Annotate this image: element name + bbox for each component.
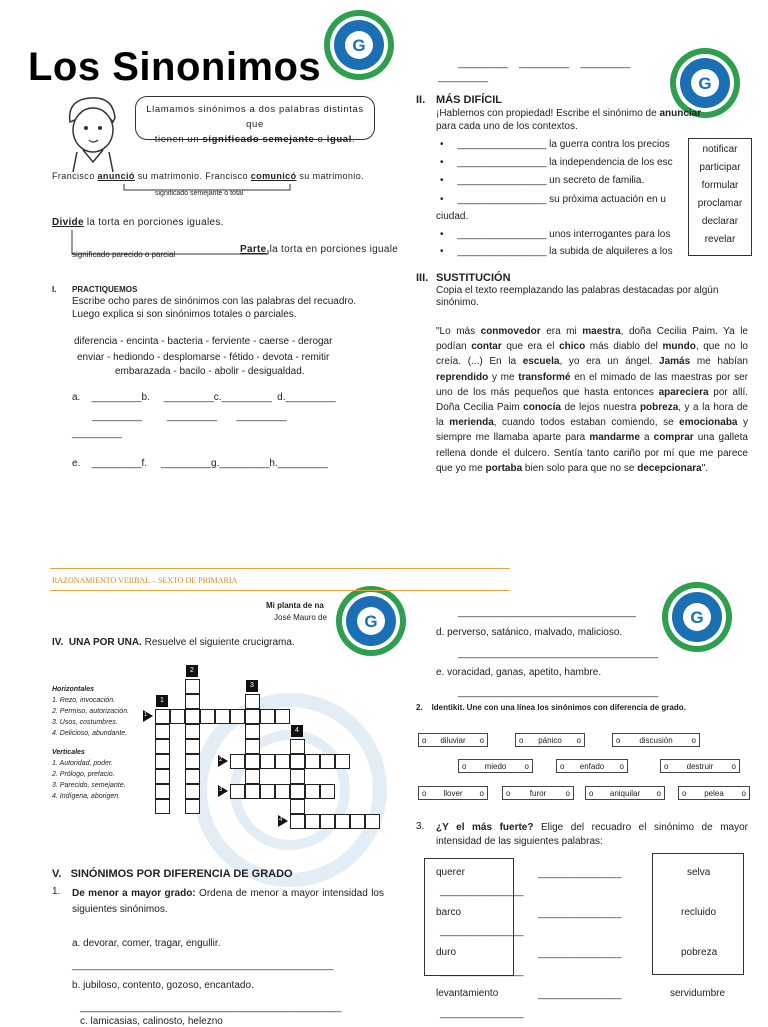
section-number: II. (416, 94, 426, 106)
example-note-total: significado semejante o total (155, 190, 244, 197)
practice-instruction-2: Luego explica si son sinónimos totales o parciales. (72, 309, 297, 320)
answer-line[interactable]: ____________________________________ (458, 648, 659, 659)
crossword-cell[interactable] (185, 769, 200, 784)
word-levantamiento: levantamiento (436, 988, 499, 999)
quote-text: de lejos nuestra (560, 402, 640, 414)
word-pobreza: pobreza (681, 947, 718, 958)
word-box-item: declarar (701, 216, 739, 227)
svg-text:G: G (698, 74, 712, 93)
word-recluido: recluido (681, 907, 717, 918)
highlighted-word: pobreza (639, 402, 679, 414)
highlighted-word: apareciera (658, 386, 709, 398)
quote-text: a (639, 432, 654, 444)
definition-bubble (135, 96, 375, 145)
clue: 2. Permiso, autorización. (52, 708, 130, 715)
word-selva: selva (687, 867, 711, 878)
bullet-continuation: ciudad. (436, 211, 469, 222)
crossword-cell[interactable] (245, 694, 260, 709)
crossword-clue-number: 3 (246, 680, 258, 692)
highlighted-word: conocía (523, 402, 561, 414)
crossword-cell[interactable] (260, 754, 275, 769)
section-heading: PRACTIQUEMOS (72, 285, 138, 294)
crossword-clues (52, 684, 129, 802)
blank-line[interactable]: _________ (438, 72, 489, 83)
crossword-arrow-number: 1 (144, 712, 148, 718)
crossword-cell[interactable] (290, 799, 305, 814)
example-sentence-3: Parte la torta en porciones iguale (240, 244, 399, 255)
answer-row-1[interactable]: a. _________b. _________c._________ d._________ (72, 392, 336, 403)
clue: 3. Usos, costumbres. (52, 719, 118, 726)
word-servidumbre: servidumbre (670, 988, 726, 999)
answer-line[interactable]: _______________ (538, 989, 622, 1000)
highlighted-word: mundo (662, 341, 696, 353)
section-intro: Copia el texto reemplazando las palabras destacadas por algún sinónimo. (436, 285, 719, 308)
crossword-cell[interactable] (335, 814, 350, 829)
quote-text: ". (701, 462, 709, 474)
match-word[interactable]: o destruir o (660, 759, 740, 773)
crossword-cell[interactable] (320, 814, 335, 829)
quote-text: una galleta rellena donde el dulcero. Sentía tanto cariño por mí que me parece que yo me (436, 432, 748, 474)
section-4-heading: IV. UNA POR UNA. Resuelve el siguiente crucigrama. (52, 637, 295, 648)
word-barco: barco (436, 907, 462, 918)
crossword-cell[interactable] (155, 739, 170, 754)
item-1-text: De menor a mayor grado: Ordena de menor a mayor intensidad los siguientes sinónimos. (72, 888, 384, 915)
word-duro: duro (436, 947, 457, 958)
clue: 4. Delicioso, abundante. (52, 730, 128, 737)
crossword-cell[interactable] (290, 784, 305, 799)
crossword-cell[interactable] (185, 694, 200, 709)
answer-line[interactable]: _______________ (538, 908, 622, 919)
bullet-item: • ________________ su próxima actuación en u (440, 194, 666, 205)
word-box-item: revelar (704, 234, 736, 245)
school-seal-logo (322, 8, 396, 82)
highlighted-word: transformé (518, 371, 571, 383)
crossword-cell[interactable] (230, 709, 245, 724)
crossword-arrow-number: 4 (279, 817, 283, 823)
bullet-item: • ________________ la subida de alquileres a los (440, 246, 673, 257)
bullet-item: • ________________ unos interrogantes para los (440, 229, 671, 240)
highlighted-word: Jamás (659, 356, 691, 368)
bullet-item: • ________________ la independencia de los esc (440, 157, 673, 168)
item-d: d. perverso, satánico, malvado, malicioso. (436, 627, 623, 638)
answer-row-2[interactable]: e. _________f. _________g._________h._________ (72, 458, 328, 469)
item-2: 2. Identikit. Une con una línea los sinónimos con diferencia de grado. (416, 703, 686, 712)
crossword-cell[interactable] (350, 814, 365, 829)
word-box-item: formular (701, 180, 739, 191)
match-word[interactable]: o furor o (502, 786, 574, 800)
crossword-cell[interactable] (155, 754, 170, 769)
item-e: e. voracidad, ganas, apetito, hambre. (436, 667, 602, 678)
item-1-number: 1. (52, 886, 61, 897)
section-heading: SUSTITUCIÓN (436, 272, 511, 284)
answer-row-1c[interactable]: _________ (72, 428, 123, 439)
example-sentence-1: Francisco anunció su matrimonio. Francisco comunicó su matrimonio. (52, 171, 365, 181)
highlighted-word: portaba (485, 462, 523, 474)
quote-paragraph (436, 324, 748, 476)
crossword-cell[interactable] (185, 679, 200, 694)
quote-text: que era el (501, 341, 560, 353)
quote-text: por allí. Doña Cecilia Paim (436, 386, 748, 414)
crossword-cell[interactable] (305, 814, 320, 829)
crossword-cell[interactable] (305, 754, 320, 769)
clue: 1. Rezo, invocación. (52, 697, 116, 704)
quote-text: , cuando todos estaban comiendo, se (493, 417, 680, 429)
section-number: III. (416, 272, 429, 284)
section-intro: ¡Hablemos con propiedad! Escribe el sinónimo de anunciar (436, 108, 702, 119)
crossword-cell[interactable] (290, 769, 305, 784)
section-heading: MÁS DIFÍCIL (436, 94, 502, 106)
clue: 1. Autoridad, poder. (52, 760, 113, 767)
header-rule (50, 590, 510, 591)
crossword-cell[interactable] (155, 784, 170, 799)
highlighted-word: chico (559, 341, 586, 353)
answer-line[interactable]: _______________________________________________ (80, 1002, 342, 1013)
crossword-cell[interactable] (185, 754, 200, 769)
crossword-cell[interactable] (320, 784, 335, 799)
crossword-cell[interactable] (260, 784, 275, 799)
answer-line[interactable]: _______________________________________________ (72, 960, 334, 971)
school-seal-logo (334, 584, 408, 658)
crossword-cell[interactable] (155, 769, 170, 784)
crossword-cell[interactable] (290, 754, 305, 769)
word-box-item: proclamar (697, 198, 743, 209)
match-word[interactable]: o discusión o (612, 733, 700, 747)
answer-line[interactable]: _______________ (538, 948, 622, 959)
clue: 3. Parecido, semejante. (52, 782, 126, 789)
highlighted-word: escuela (522, 356, 560, 368)
bullet-item: • ________________ un secreto de familia. (440, 175, 645, 186)
crossword-cell[interactable] (320, 754, 335, 769)
bubble-line-1: Llamamos sinónimos a dos palabras distintas que (146, 104, 364, 130)
highlighted-word: contar (471, 341, 502, 353)
quote-text: era mi (540, 326, 583, 337)
crossword-cell[interactable] (275, 784, 290, 799)
svg-text:G: G (352, 36, 366, 55)
clue: 2. Prólogo, prefacio. (52, 771, 115, 778)
quote-text: , y a la hora de la (436, 402, 748, 429)
section-number: I. (52, 285, 57, 294)
crossword-cell[interactable] (185, 709, 200, 724)
crossword-cell[interactable] (290, 739, 305, 754)
svg-text:G: G (364, 612, 378, 631)
clues-horizontal-label: Horizontales (52, 686, 95, 693)
book-author: José Mauro de (274, 613, 327, 622)
word-list-line-2: enviar - hediondo - desplomarse - fétido - devota - remitir (77, 352, 330, 363)
highlighted-word: maestra (582, 326, 621, 337)
answer-line[interactable]: _______________ (440, 1008, 524, 1019)
item-b: b. jubiloso, contento, gozoso, encantado. (72, 980, 254, 991)
page-header: RAZONAMIENTO VERBAL – SEXTO DE PRIMARIA (52, 576, 238, 585)
crossword-clue-number: 1 (156, 695, 168, 707)
crossword-arrow-number: 2 (219, 757, 223, 763)
crossword-cell[interactable] (245, 709, 260, 724)
answer-line[interactable]: ____________________________________ (458, 687, 659, 698)
practice-instruction-1: Escribe ocho pares de sinónimos con las palabras del recuadro. (72, 296, 357, 307)
clue: 4. Indígena, aborigen. (52, 793, 121, 800)
crossword-cell[interactable] (245, 769, 260, 784)
crossword-clue-number: 4 (291, 725, 303, 737)
match-word[interactable]: o miedo o (458, 759, 533, 773)
clues-vertical-label: Verticales (52, 749, 85, 756)
answer-line[interactable]: ________________________________ (458, 607, 636, 618)
crossword-cell[interactable] (155, 799, 170, 814)
crossword-cell[interactable] (305, 784, 320, 799)
answer-line[interactable]: _______________ (538, 868, 622, 879)
answer-line[interactable]: _______________ (440, 926, 524, 937)
item-3-text: ¿Y el más fuerte? Elige del recuadro el sinónimo de mayor intensidad de las siguientes palabras: (436, 822, 748, 847)
bubble-line-2: tienen un significado semejante o igual. (154, 134, 356, 145)
crossword-cell[interactable] (230, 754, 245, 769)
match-word[interactable]: o enfado o (556, 759, 628, 773)
section-5-heading: V. SINÓNIMOS POR DIFERENCIA DE GRADO (52, 868, 293, 880)
quote-text: , que no lo creía. (...) En la (436, 341, 748, 368)
match-word[interactable]: o aniquilar o (585, 786, 665, 800)
highlighted-word: merienda (449, 417, 494, 429)
quote-text: y siempre me llamaba aparte para (436, 417, 749, 444)
item-a: a. devorar, comer, tragar, engullir. (72, 938, 221, 949)
highlighted-word: decepcionara (637, 462, 702, 474)
word-box (688, 138, 752, 256)
crossword-cell[interactable] (275, 754, 290, 769)
match-word[interactable]: o pánico o (515, 733, 585, 747)
item-c: c. lamicasias, calinosto, helezno (80, 1016, 223, 1027)
highlighted-word: mandarme (589, 432, 640, 444)
crossword-grid[interactable] (140, 664, 380, 834)
highlighted-word: comprar (653, 432, 694, 444)
match-word[interactable]: o diluviar o (418, 733, 488, 747)
header-rule (50, 568, 510, 569)
crossword-cell[interactable] (245, 784, 260, 799)
crossword-cell[interactable] (185, 724, 200, 739)
highlighted-word: reprendido (436, 371, 489, 383)
answer-row-1b[interactable]: _________ _________ _________ (92, 411, 287, 422)
crossword-cell[interactable] (230, 784, 245, 799)
crossword-cell[interactable] (275, 709, 290, 724)
word-list-line-3: embarazada - bacilo - abolir - desigualdad. (115, 366, 305, 377)
quote-text: y me (488, 371, 519, 383)
quote-text: , yo era un ángel. (559, 356, 660, 368)
quote-text: en el mimado de las maestras por ser uno de los más pequeños que hasta entonces (436, 371, 748, 398)
answer-line[interactable]: _______________ (440, 886, 524, 897)
example-sentence-2: Divide la torta en porciones iguales. (52, 217, 224, 228)
word-list-line-1: diferencia - encinta - bacteria - ferviente - caerse - derogar (74, 336, 333, 347)
page-title: Los Sinonimos (28, 45, 322, 89)
answer-line[interactable]: _______________ (440, 966, 524, 977)
crossword-cell[interactable] (185, 799, 200, 814)
highlighted-word: emocionaba (679, 417, 738, 429)
quote-text: "Lo más (436, 326, 481, 337)
crossword-cell[interactable] (260, 709, 275, 724)
crossword-cell[interactable] (155, 724, 170, 739)
quote-text: me habían (690, 356, 748, 368)
crossword-clue-number: 2 (186, 665, 198, 677)
section-intro-line-2: para cada uno de los contextos. (436, 121, 578, 132)
crossword-cell[interactable] (185, 784, 200, 799)
match-word[interactable]: o llover o (418, 786, 488, 800)
book-title: Mi planta de na (266, 601, 324, 610)
example-note-partial: significado parecido o parcial (72, 250, 176, 259)
crossword-cell[interactable] (335, 754, 350, 769)
item-3-number: 3. (416, 821, 425, 832)
match-word[interactable]: o pelea o (678, 786, 750, 800)
crossword-cell[interactable] (245, 754, 260, 769)
blank-line[interactable]: _________ _________ _________ (458, 58, 631, 69)
word-box-item: participar (699, 162, 741, 173)
crossword-cell[interactable] (185, 739, 200, 754)
crossword-cell[interactable] (200, 709, 215, 724)
quote-text: bien solo para que no se (522, 462, 638, 474)
word-box-item: notificar (702, 144, 738, 155)
crossword-cell[interactable] (290, 814, 305, 829)
bullet-item: • ________________ la guerra contra los precios (440, 139, 670, 150)
school-seal-logo (660, 580, 734, 654)
crossword-cell[interactable] (155, 709, 170, 724)
word-querer: querer (436, 867, 465, 878)
boy-illustration (55, 92, 133, 172)
svg-text:G: G (690, 608, 704, 627)
crossword-cell[interactable] (215, 709, 230, 724)
crossword-cell[interactable] (365, 814, 380, 829)
highlighted-word: conmovedor (480, 326, 541, 337)
crossword-cell[interactable] (245, 739, 260, 754)
crossword-cell[interactable] (245, 724, 260, 739)
crossword-cell[interactable] (170, 709, 185, 724)
quote-text: , doña Cecilia Paim. Ya le podían (436, 326, 748, 353)
quote-text: más diablo del (585, 341, 663, 353)
crossword-arrow-number: 3 (219, 787, 223, 793)
